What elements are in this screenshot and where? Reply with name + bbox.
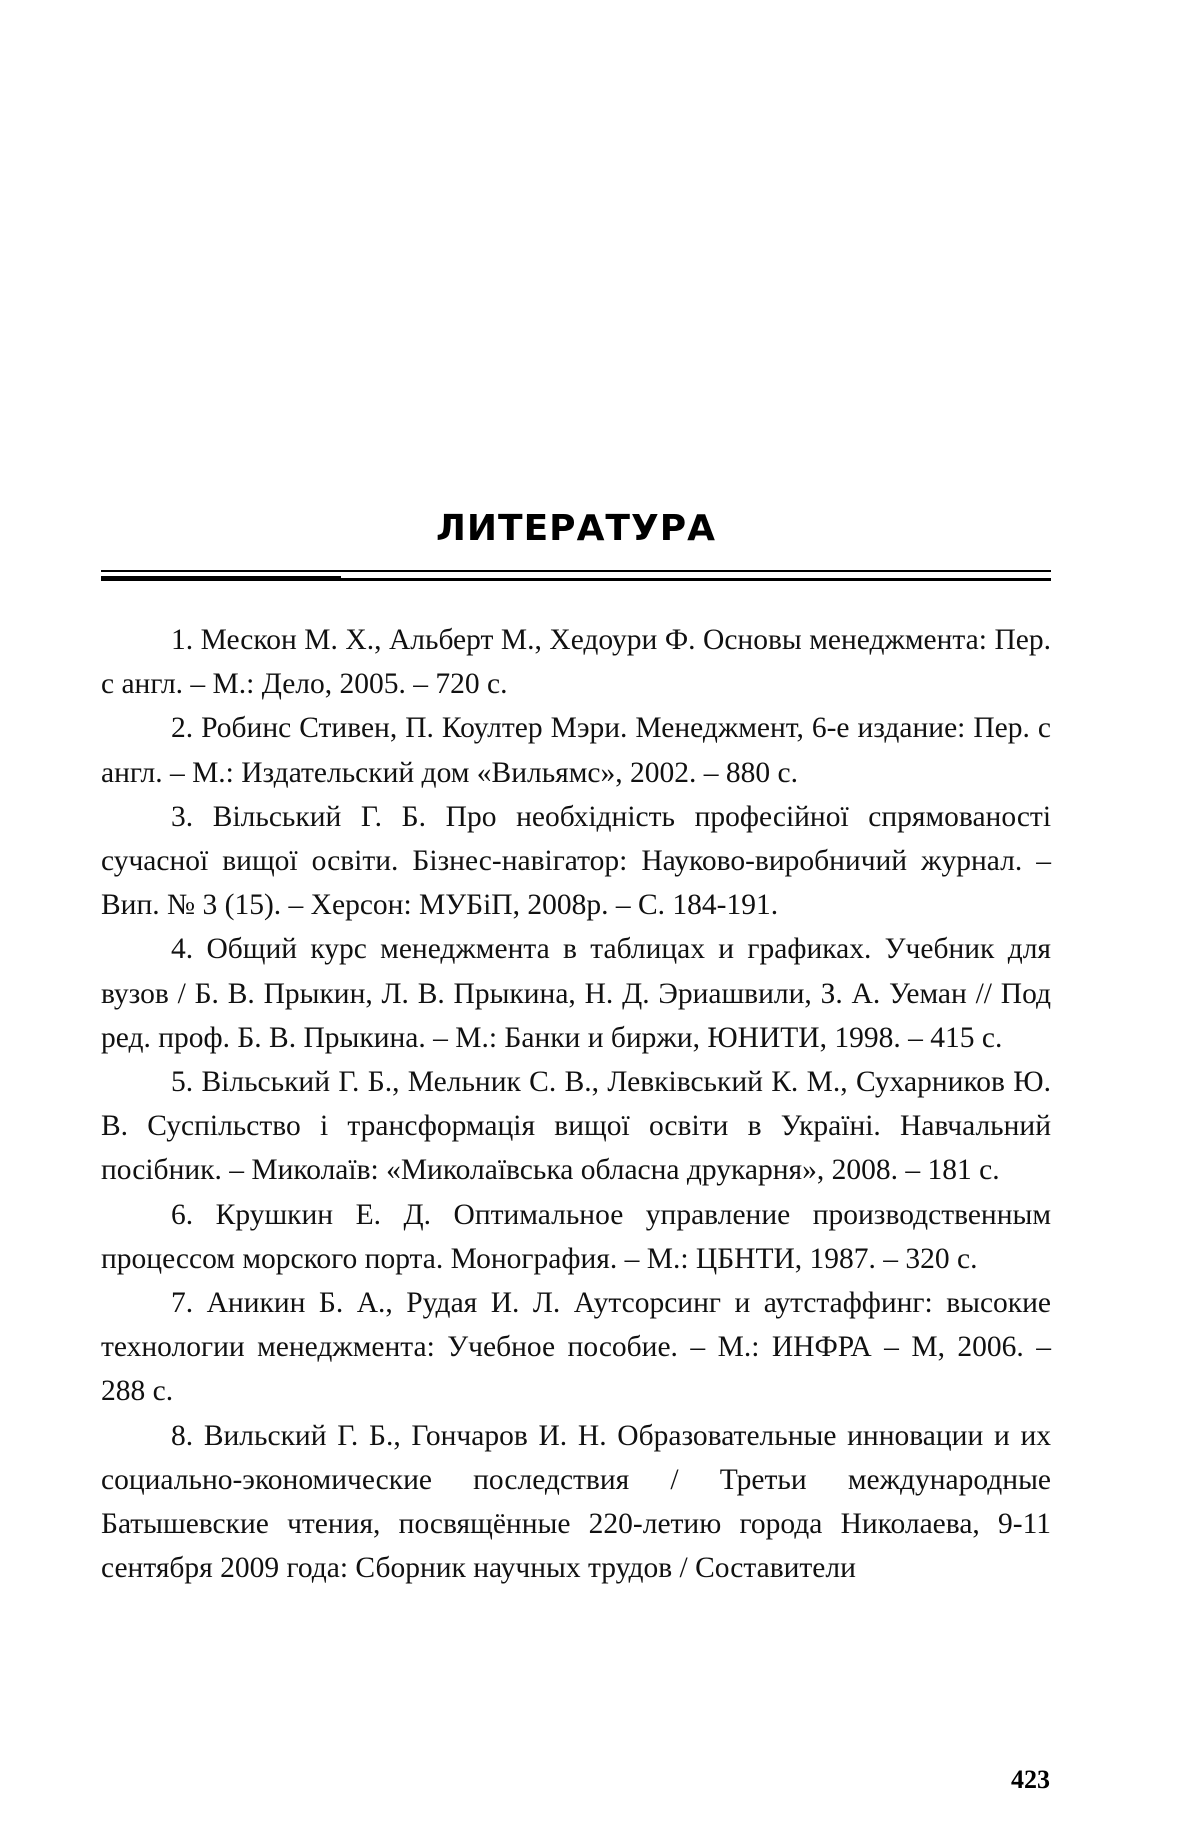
reference-item [101, 1060, 1051, 1193]
reference-list [101, 618, 1051, 1590]
reference-item [101, 927, 1051, 1060]
reference-number: 5. [171, 1066, 194, 1099]
reference-number: 3. [171, 800, 194, 833]
reference-number: 1. [171, 624, 194, 656]
reference-item [101, 1281, 1051, 1414]
reference-text: Крушкин Е. Д. Оптимальное управление производственным процессом морского порта. Монография. – М.: ЦБНТИ, 1987. – 320 с. [101, 1198, 1051, 1275]
reference-item [101, 618, 1051, 706]
reference-number: 2. [171, 712, 194, 745]
reference-item [101, 795, 1051, 928]
reference-item [101, 1193, 1051, 1281]
reference-number: 7. [171, 1287, 194, 1320]
reference-text: Общий курс менеджмента в таблицах и графиках. Учебник для вузов / Б. В. Прыкин, Л. В. Прыкина, Н. Д. Эриашвили, З. А. Уеман // Под ред. проф. Б. В. Прыкина. – М.: Банки и биржи, ЮНИТИ, 1998. – 415 с. [101, 933, 1052, 1054]
heading-rule-thick [101, 578, 1051, 581]
reference-number: 6. [171, 1198, 194, 1231]
reference-item [101, 1414, 1051, 1591]
section-heading: ЛИТЕРАТУРА [436, 508, 716, 549]
heading-rule-thin [101, 570, 1051, 572]
reference-text: Вільський Г. Б. Про необхідність професійної спрямованості сучасної вищої освіти. Бізнес-навігатор: Науково-виробничий журнал. – Вип. № 3 (15). – Херсон: МУБіП, 2008р. – С. 184-191. [101, 800, 1052, 922]
page-number: 423 [1011, 1765, 1050, 1794]
reference-text: Мескон М. Х., Альберт М., Хедоури Ф. Основы менеджмента: Пер. с англ. – М.: Дело, 2005. – 720 с. [101, 624, 1051, 701]
reference-item [101, 706, 1051, 794]
reference-number: 8. [171, 1419, 194, 1452]
reference-text: Робинс Стивен, П. Коултер Мэри. Менеджмент, 6-е издание: Пер. с англ. – М.: Издательский дом «Вильямс», 2002. – 880 с. [101, 712, 1051, 789]
reference-text: Вильский Г. Б., Гончаров И. Н. Образовательные инновации и их социально-экономические последствия / Третьи международные Батышевские чтения, посвящённые 220-летию города Николаева, 9-11 сентября 2009 года: Сборник научных трудов / Составители [101, 1419, 1051, 1585]
reference-text: Вільський Г. Б., Мельник С. В., Левківський К. М., Сухарников Ю. В. Суспільство і трансформація вищої освіти в Україні. Навчальний посібник. – Миколаїв: «Миколаївська обласна друкарня», 2008. – 181 с. [101, 1066, 1051, 1187]
reference-text: Аникин Б. А., Рудая И. Л. Аутсорсинг и аутстаффинг: высокие технологии менеджмента: Учебное пособие. – М.: ИНФРА – М, 2006. – 288 с. [101, 1287, 1052, 1408]
reference-number: 4. [171, 933, 194, 966]
